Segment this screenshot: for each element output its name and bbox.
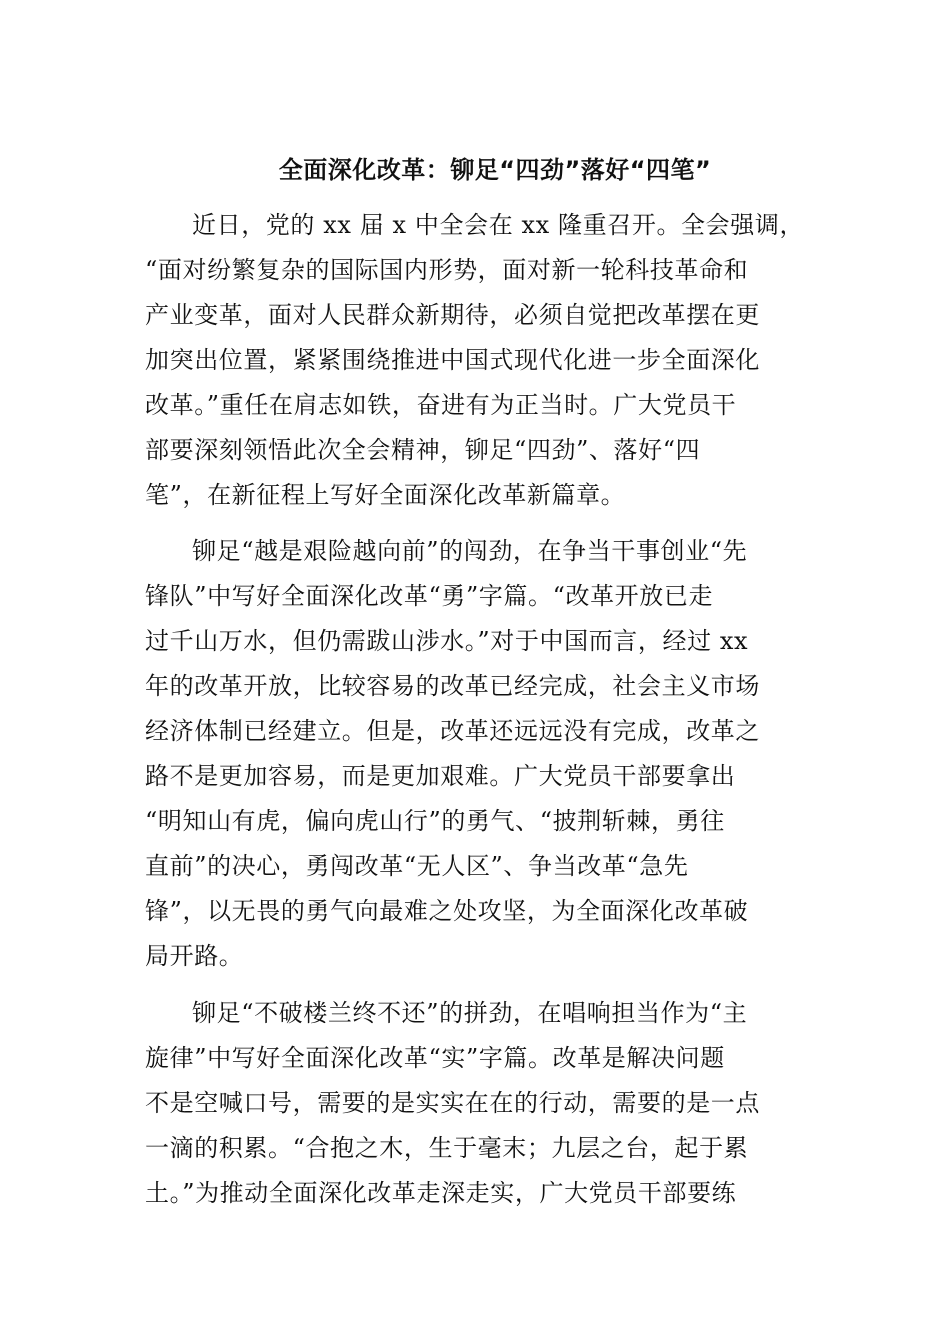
paragraph-2-line-7: “明知山有虎，偏向虎山行”的勇气、“披荆斩棘，勇往 — [145, 807, 725, 835]
paragraph-3-line-4: 一滴的积累。“合抱之木，生于毫末；九层之台，起于累 — [145, 1134, 749, 1162]
paragraph-1-line-3: 产业变革，面对人民群众新期待，必须自觉把改革摆在更 — [145, 301, 760, 329]
paragraph-2-line-10: 局开路。 — [145, 942, 244, 970]
paragraph-1-line-6: 部要深刻领悟此次全会精神，铆足“四劲”、落好“四 — [145, 436, 701, 464]
paragraph-2-line-6: 路不是更加容易，而是更加艰难。广大党员干部要拿出 — [145, 762, 736, 790]
paragraph-2-line-9: 锋”，以无畏的勇气向最难之处攻坚，为全面深化改革破 — [145, 897, 749, 925]
document-title: 全面深化改革：铆足“四劲”落好“四笔” — [278, 156, 712, 184]
paragraph-2-line-2: 锋队”中写好全面深化改革“勇”字篇。“改革开放已走 — [145, 582, 714, 610]
paragraph-2-line-8: 直前”的决心，勇闯改革“无人区”、争当改革“急先 — [145, 852, 689, 880]
paragraph-3-line-3: 不是空喊口号，需要的是实实在在的行动，需要的是一点 — [145, 1089, 760, 1117]
paragraph-1-line-2: “面对纷繁复杂的国际国内形势，面对新一轮科技革命和 — [145, 256, 749, 284]
paragraph-2-line-5: 经济体制已经建立。但是，改革还远远没有完成，改革之 — [145, 717, 760, 745]
paragraph-1-line-7: 笔”，在新征程上写好全面深化改革新篇章。 — [145, 481, 626, 509]
paragraph-3-line-1: 铆足“不破楼兰终不还”的拼劲，在唱响担当作为“主 — [192, 999, 748, 1027]
paragraph-3-line-2: 旋律”中写好全面深化改革“实”字篇。改革是解决问题 — [145, 1044, 725, 1072]
paragraph-2-line-1: 铆足“越是艰险越向前”的闯劲，在争当干事创业“先 — [192, 537, 748, 565]
paragraph-1-line-1: 近日，党的 xx 届 x 中全会在 xx 隆重召开。全会强调， — [192, 211, 805, 239]
paragraph-1-line-4: 加突出位置，紧紧围绕推进中国式现代化进一步全面深化 — [145, 346, 760, 374]
paragraph-3-line-5: 土。”为推动全面深化改革走深走实，广大党员干部要练 — [145, 1179, 737, 1207]
paragraph-1-line-5: 改革。”重任在肩志如铁，奋进有为正当时。广大党员干 — [145, 391, 737, 419]
paragraph-2-line-3: 过千山万水，但仍需跋山涉水。”对于中国而言，经过 xx — [145, 627, 749, 655]
paragraph-2-line-4: 年的改革开放，比较容易的改革已经完成，社会主义市场 — [145, 672, 760, 700]
